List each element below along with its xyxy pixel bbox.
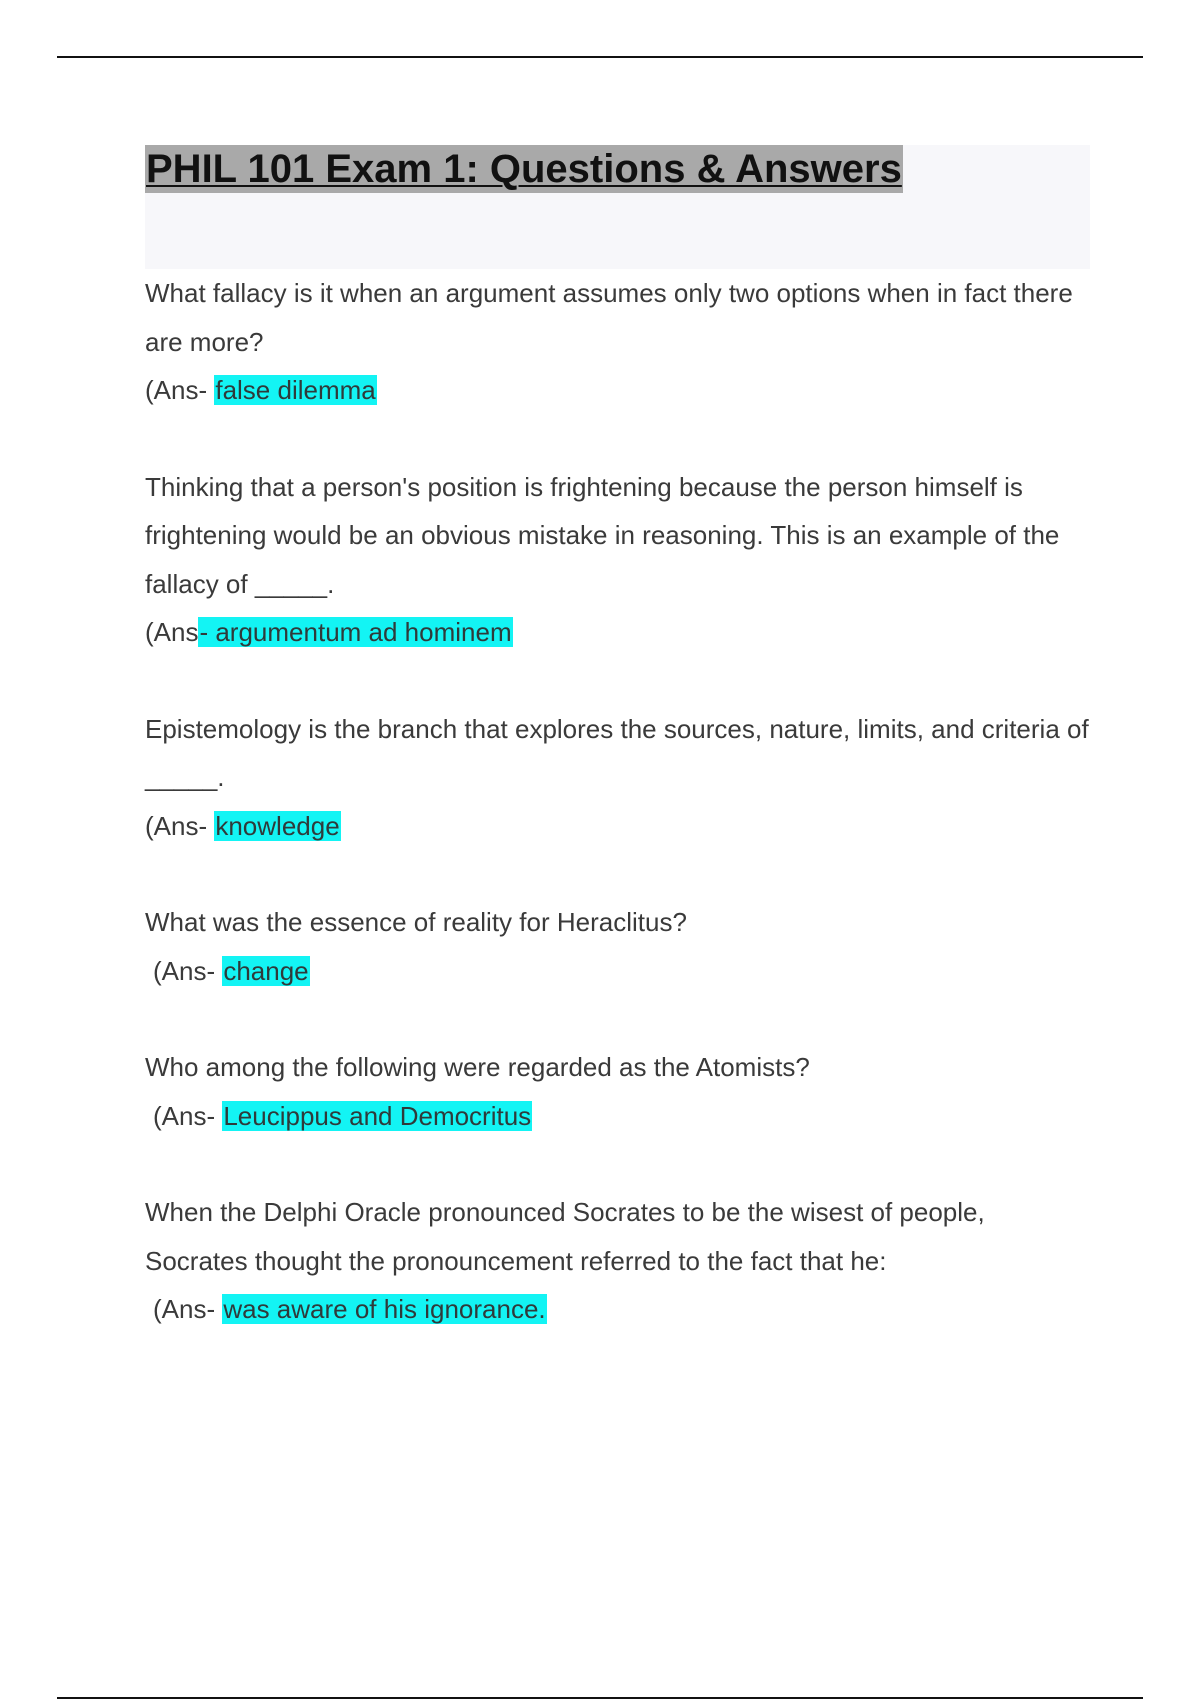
page-title: PHIL 101 Exam 1: Questions & Answers [146,147,902,191]
qa-item [145,705,1090,851]
answer-prefix: (Ans- [153,1100,223,1131]
question-text: What was the essence of reality for Heraclitus? [145,907,687,937]
document-body [145,145,1090,1334]
answer-highlight: Leucippus and Democritus [223,1100,532,1131]
question-text: Thinking that a person's position is frightening because the person himself is frightening would be an obvious mistake in reasoning. This is an example of the fallacy of _____. [145,471,1060,599]
header-rule [57,56,1143,58]
footer-rule [57,1697,1143,1699]
answer-prefix: (Ans [145,617,199,647]
question-text: When the Delphi Oracle pronounced Socrates to be the wisest of people, Socrates thought the pronouncement referred to the fact that he: [145,1197,985,1276]
answer-line [145,366,1090,415]
answer-prefix: (Ans- [153,955,223,986]
title-block [145,145,1090,269]
answer-highlight: knowledge [215,810,340,841]
answer-line [145,1092,1090,1141]
answer-prefix: (Ans- [153,1294,223,1324]
answer-line [145,1285,1090,1334]
answer-line [145,802,1090,851]
answer-highlight: - argumentum ad hominem [199,617,512,647]
qa-item [145,1188,1090,1334]
answer-line [145,947,1090,996]
question-text: What fallacy is it when an argument assumes only two options when in fact there are more? [145,278,1073,357]
qa-item [145,463,1090,657]
answer-line [145,608,1090,657]
question-text: Epistemology is the branch that explores the sources, nature, limits, and criteria of _____. [145,713,1089,792]
answer-highlight: false dilemma [215,375,376,405]
answer-highlight: change [223,955,309,986]
qa-item [145,269,1090,415]
qa-item [145,1043,1090,1140]
answer-highlight: was aware of his ignorance. [223,1294,546,1324]
question-text: Who among the following were regarded as the Atomists? [145,1052,810,1082]
qa-item [145,898,1090,995]
answer-prefix: (Ans- [145,810,215,841]
answer-prefix: (Ans- [145,375,215,405]
